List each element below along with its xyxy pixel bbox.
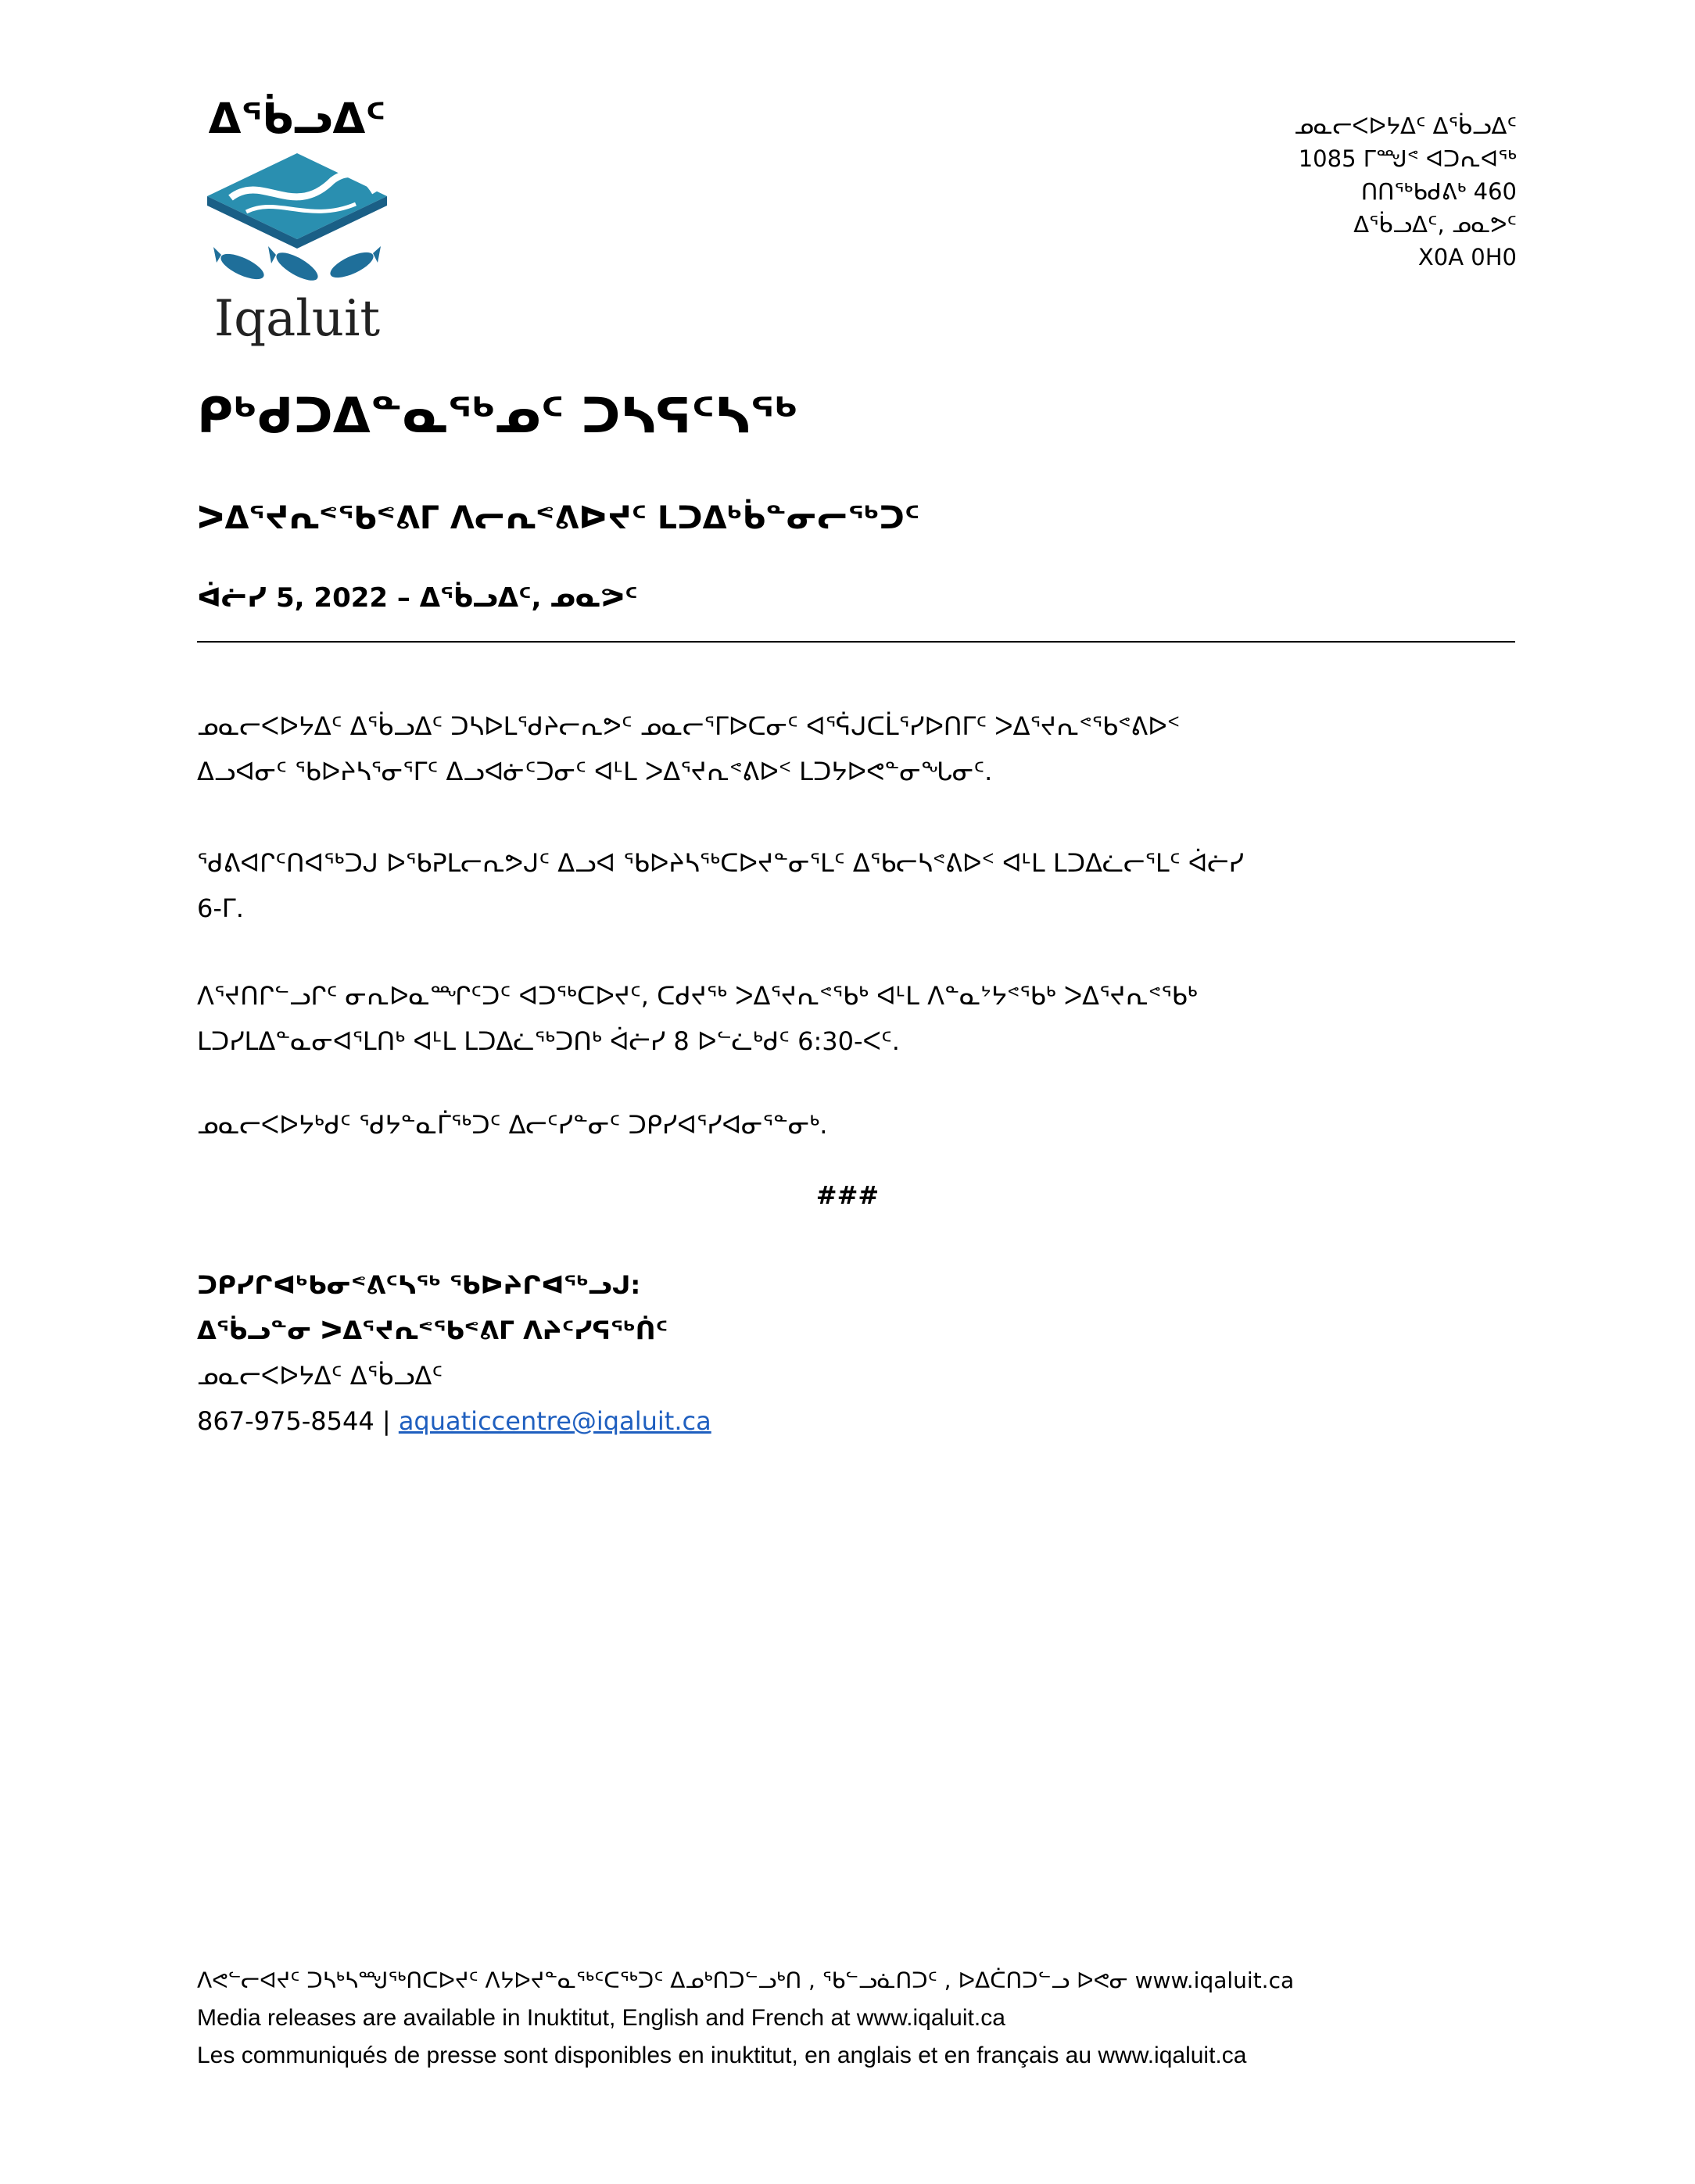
body-paragraph [197,704,1518,794]
logo-syllabics: ᐃᖄᓗᐃᑦ [208,94,386,143]
footer [197,1962,1294,2075]
footer-english: Media releases are available in Inuktitut, English and French at www.iqaluit.ca [197,2005,1005,2031]
paragraph-line: ᓄᓇᓕᐸᐅᔭᐃᑦ ᐃᖄᓗᐃᑦ ᑐᓴᐅᒪᖁᔨᓕᕆᕗᑦ ᓄᓇᓕᕐᒥᐅᑕᓂᑦ ᐊᕐᕌᒍᑕᒫᕐᓯᐅᑎᒥᑦ ᐳᐃᕐᔪᕆᕝᖃᕝᕕᐅᑉ [197,711,1181,741]
contact-block [197,1262,711,1444]
address-line: ᐃᖄᓗᐃᑦ, ᓄᓇᕗᑦ [1353,211,1517,238]
paragraph-line: ᖁᕕᐊᒋᑦᑎᐊᖅᑐᒍ ᐅᖃᕈᒪᓕᕆᕗᒍᑦ ᐃᓗᐊ ᖃᐅᔨᓴᖅᑕᐅᔪᓐᓂᕐᒪᑦ ᐃᖃᓕᓴᕝᕕᐅᑉ ᐊᒻᒪ ᒪᑐᐃᓛᓕᕐᒪᑦ ᐋᓖᓯ [197,848,1244,878]
body-paragraph [197,840,1518,931]
address-line: ᑎᑎᖅᑲᑯᕕᒃ 460 [1360,178,1517,205]
address-block [1294,109,1517,274]
address-line: X0A 0H0 [1417,244,1517,270]
document-title: ᑭᒃᑯᑐᐃᓐᓇᖅᓄᑦ ᑐᓴᕋᑦᓴᖅ [197,387,798,444]
paragraph-line: ᒪᑐᓯᒪᐃᓐᓇᓂᐊᕐᒪᑎᒃ ᐊᒻᒪ ᒪᑐᐃᓛᖅᑐᑎᒃ ᐋᓖᓯ 8 ᐅᓪᓛᒃᑯᑦ 6:30-ᐸᑦ. [197,1026,900,1056]
header-divider [197,641,1515,643]
address-line: ᓄᓇᓕᐸᐅᔭᐃᑦ ᐃᖄᓗᐃᑦ [1294,113,1517,139]
paragraph-line: ᐃᓗᐊᓂᑦ ᖃᐅᔨᓴᕐᓂᕐᒥᑦ ᐃᓗᐊᓃᑦᑐᓂᑦ ᐊᒻᒪ ᐳᐃᕐᔪᕆᕝᕕᐅᑉ ᒪᑐᔭᐅᕙᓐᓂᖓᓂᑦ. [197,757,993,786]
contact-role: ᐃᖄᓗᓐᓂ ᐳᐃᕐᔪᕆᕝᖃᕝᕕᒥ ᐱᔨᑦᓯᕋᖅᑏᑦ [197,1316,668,1345]
paragraph-line: 6-ᒥ. [197,893,244,923]
logo-emblem-icon [199,149,395,290]
contact-line [197,1398,711,1444]
footer-syllabics: ᐱᕙᓪᓕᐊᔪᑦ ᑐᓴᒃᓴᙳᖅᑎᑕᐅᔪᑦ ᐱᔭᐅᔪᓐᓇᖅᑦᑕᖅᑐᑦ ᐃᓄᒃᑎᑐᓪᓗᒃᑎ , ᖃᓪᓗᓈᑎᑐᑦ , ᐅᐃᑖᑎᑐᓪᓗ ᐅᕙᓂ www.iqaluit.ca [197,1967,1295,1993]
contact-org: ᓄᓇᓕᐸᐅᔭᐃᑦ ᐃᖄᓗᐃᑦ [197,1361,443,1391]
paragraph-line: ᐱᕐᔪᑎᒋᓪᓗᒋᑦ ᓂᕆᐅᓇᙱᑦᑐᑦ ᐊᑐᖅᑕᐅᔪᑦ, ᑕᑯᔪᖅ ᐳᐃᕐᔪᕆᕝᖃᒃ ᐊᒻᒪ ᐱᓐᓇᔾᔭᕝᖃᒃ ᐳᐃᕐᔪᕆᕝᖃᒃ [197,981,1198,1011]
paragraph-line: ᓄᓇᓕᐸᐅᔭᒃᑯᑦ ᖁᔭᓐᓇᒦᖅᑐᑦ ᐃᓕᑦᓯᓐᓂᑦ ᑐᑭᓯᐊᕐᓯᐊᓂᕐᓐᓂᒃ. [197,1110,828,1140]
contact-phone: 867-975-8544 | [197,1406,391,1436]
body-paragraph [197,973,1518,1064]
dateline: ᐋᓖᓯ 5, 2022 – ᐃᖄᓗᐃᑦ, ᓄᓇᕗᑦ [197,582,638,614]
footer-french: Les communiqués de presse sont disponibles en inuktitut, en anglais et en français au www.iqaluit.ca [197,2043,1247,2068]
address-line: 1085 ᒥᙳᕝ ᐊᑐᕆᐊᖅ [1298,145,1517,172]
logo-wordmark: Iqaluit [213,290,381,348]
iqaluit-logo [199,94,395,348]
document-subtitle: ᐳᐃᕐᔪᕆᕝᖃᕝᕕᒥ ᐱᓕᕆᕝᕕᐅᔪᑦ ᒪᑐᐃᒃᑳᓐᓂᓕᖅᑐᑦ [197,500,920,536]
end-separator: ### [815,1180,880,1210]
contact-email-link[interactable]: aquaticcentre@iqaluit.ca [398,1406,711,1436]
body-paragraph [197,1102,1518,1147]
contact-heading: ᑐᑭᓯᒋᐊᒃᑲᓂᕝᕕᑦᓴᖅ ᖃᐅᔨᒋᐊᖅᓗᒍ: [197,1270,641,1300]
